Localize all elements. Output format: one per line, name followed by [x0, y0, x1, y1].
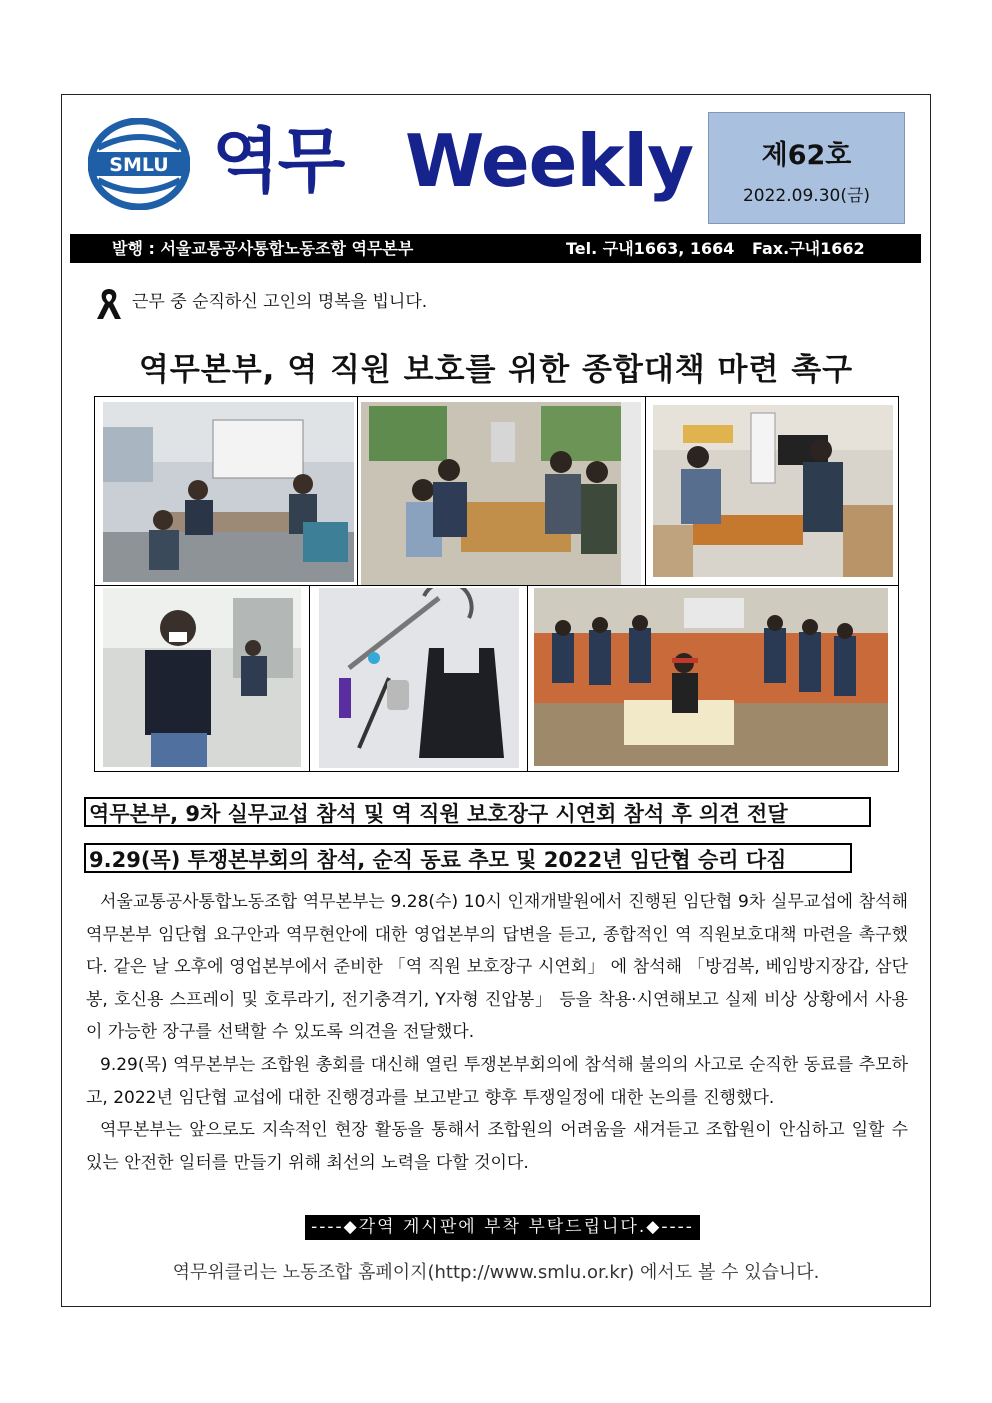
- photo-meeting-sofa: [361, 402, 641, 585]
- mourning-ribbon-icon: [94, 285, 124, 321]
- memorial-text: 근무 중 순직하신 고인의 명복을 빕니다.: [132, 292, 428, 312]
- paragraph: 서울교통공사통합노동조합 역무본부는 9.28(수) 10시 인재개발원에서 진행된 임단협 9차 실무교섭에 참석해 역무본부 임단협 요구안과 역무현안에 대한 영업본부의 답변을 듣고, 종합적인 역 직원보호대책 마련을 촉구했다. 같은 날 오후에 영업본부에서 준비한 「역 직원 보호장구 시연회」 에 참석해 「방검복, 베임방지장갑, 삼단봉, 호신용 스프레이 및 호루라기, 전기충격기, Y자형 진압봉」 등을 착용·시연해보고 실제 비상 상황에서 사용이 가능한 장구를 선택할 수 있도록 의견을 전달했다.: [86, 892, 908, 1043]
- issue-date: 2022.09.30(금): [742, 186, 871, 206]
- issue-number: 제62호: [761, 140, 852, 171]
- paragraph: 역무본부는 앞으로도 지속적인 현장 활동을 통해서 조합원의 어려움을 새겨듣고 조합원이 안심하고 일할 수 있는 안전한 일터를 만들기 위해 최선의 노력을 다할 것이다.: [86, 1120, 908, 1173]
- publisher: 발행 : 서울교통공사통합노동조합 역무본부: [112, 239, 414, 258]
- headline: 역무본부, 역 직원 보호를 위한 종합대책 마련 촉구: [138, 352, 854, 388]
- photo-union-assembly: [534, 588, 888, 766]
- subheading-1: 역무본부, 9차 실무교섭 참석 및 역 직원 보호장구 시연회 참석 후 의견 전달: [84, 797, 871, 827]
- subheading-2: 9.29(목) 투쟁본부회의 참석, 순직 동료 추모 및 2022년 임단협 승리 다짐: [84, 843, 852, 873]
- fax: Fax.구내1662: [752, 239, 865, 258]
- logo-text: SMLU: [109, 154, 169, 176]
- article-body: [86, 886, 908, 1179]
- paragraph: 9.29(목) 역무본부는 조합원 총회를 대신해 열린 투쟁본부회의에 참석해 불의의 사고로 순직한 동료를 추모하고, 2022년 임단협 교섭에 대한 진행경과를 보고받고 향후 투쟁일정에 대한 논의를 진행했다.: [86, 1054, 908, 1108]
- footer-homepage: 역무위클리는 노동조합 홈페이지(http://www.smlu.or.kr) 에서도 볼 수 있습니다.: [172, 1262, 820, 1283]
- photo-meeting-room: [653, 405, 893, 577]
- telephone: Tel. 구내1663, 1664: [566, 239, 735, 258]
- photo-meeting-office: [103, 402, 354, 582]
- smlu-logo: [88, 118, 190, 210]
- photo-grid: [94, 396, 899, 772]
- title-english: Weekly: [405, 119, 694, 203]
- photo-protective-gear: [319, 588, 519, 768]
- issue-box: [708, 112, 905, 224]
- publisher-bar: [70, 234, 921, 263]
- photo-vest-wearing: [103, 588, 301, 767]
- title-korean: 역무: [212, 119, 344, 202]
- posting-notice: ----◆각역 게시판에 부착 부탁드립니다.◆----: [305, 1215, 700, 1240]
